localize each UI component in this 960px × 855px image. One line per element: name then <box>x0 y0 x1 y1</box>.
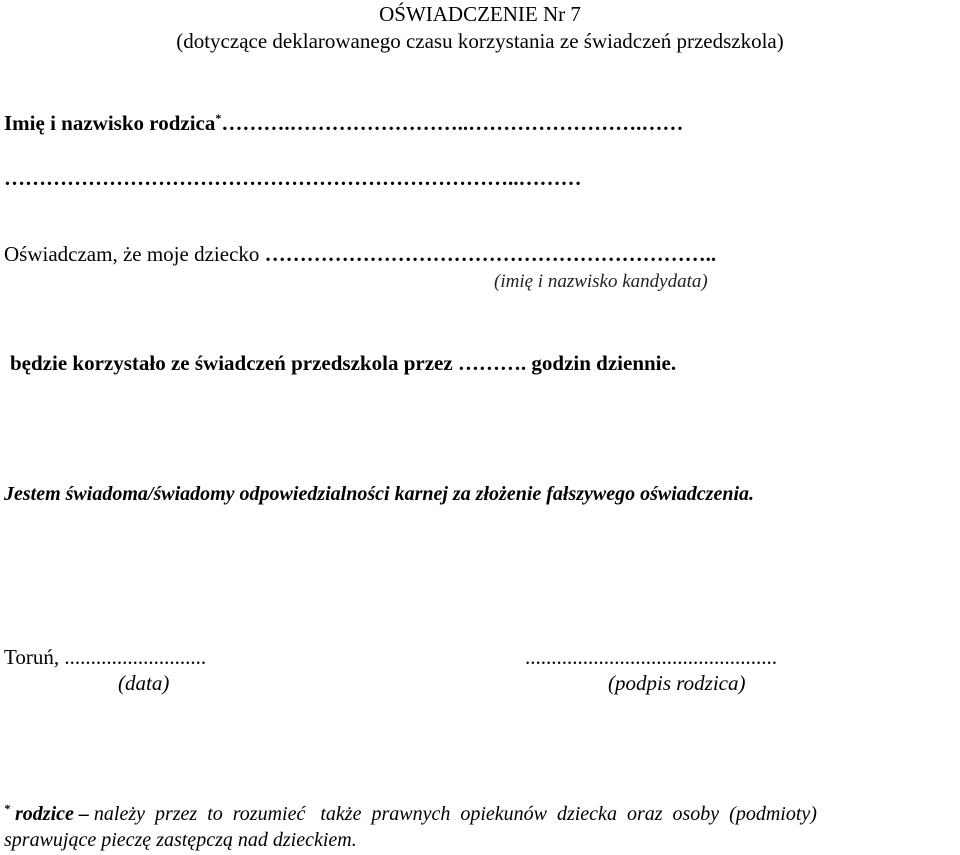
footnote-line-2: sprawujące pieczę zastępczą nad dzieckiem. <box>4 829 357 851</box>
hours-suffix: . godzin dziennie. <box>520 351 677 375</box>
parent-name-label: Imię i nazwisko rodzica <box>4 111 216 135</box>
footnote-mark: * <box>4 801 10 816</box>
signature-caption: (podpis rodzica) <box>608 671 746 695</box>
footnote-definition: należy przez to rozumieć także prawnych opiekunów dziecka oraz osoby (podmioty) <box>93 803 817 825</box>
footnote-line-1 <box>4 803 817 826</box>
document-title: OŚWIADCZENIE Nr 7 <box>379 2 581 26</box>
document-subtitle: (dotyczące deklarowanego czasu korzystania ze świadczeń przedszkola) <box>176 29 784 53</box>
liability-statement: Jestem świadoma/świadomy odpowiedzialności karnej za złożenie fałszywego oświadczenia. <box>4 483 755 505</box>
parent-name-dots-1: ……….……………………..…………………….…… <box>221 111 684 135</box>
child-name-caption: (imię i nazwisko kandydata) <box>494 271 708 292</box>
parent-name-line <box>4 111 683 136</box>
child-name-dots: ……………………………………………………….. <box>264 242 717 266</box>
hours-dots: ……… <box>457 351 521 375</box>
footnote-term: rodzice <box>15 803 74 825</box>
hours-prefix: będzie korzystało ze świadczeń przedszkola przez <box>10 351 453 375</box>
declaration-line <box>4 242 716 267</box>
date-caption: (data) <box>118 671 170 695</box>
parent-name-dots-2: ………………………………………………………………..……… <box>4 166 582 190</box>
footnote-dash: – <box>78 803 89 825</box>
place-date: Toruń, ........................... <box>4 645 207 669</box>
hours-line <box>10 351 676 376</box>
signature-dots: ................................................ <box>525 645 777 669</box>
footnote-marker: * <box>215 111 222 125</box>
declaration-prefix: Oświadczam, że moje dziecko <box>4 242 260 266</box>
